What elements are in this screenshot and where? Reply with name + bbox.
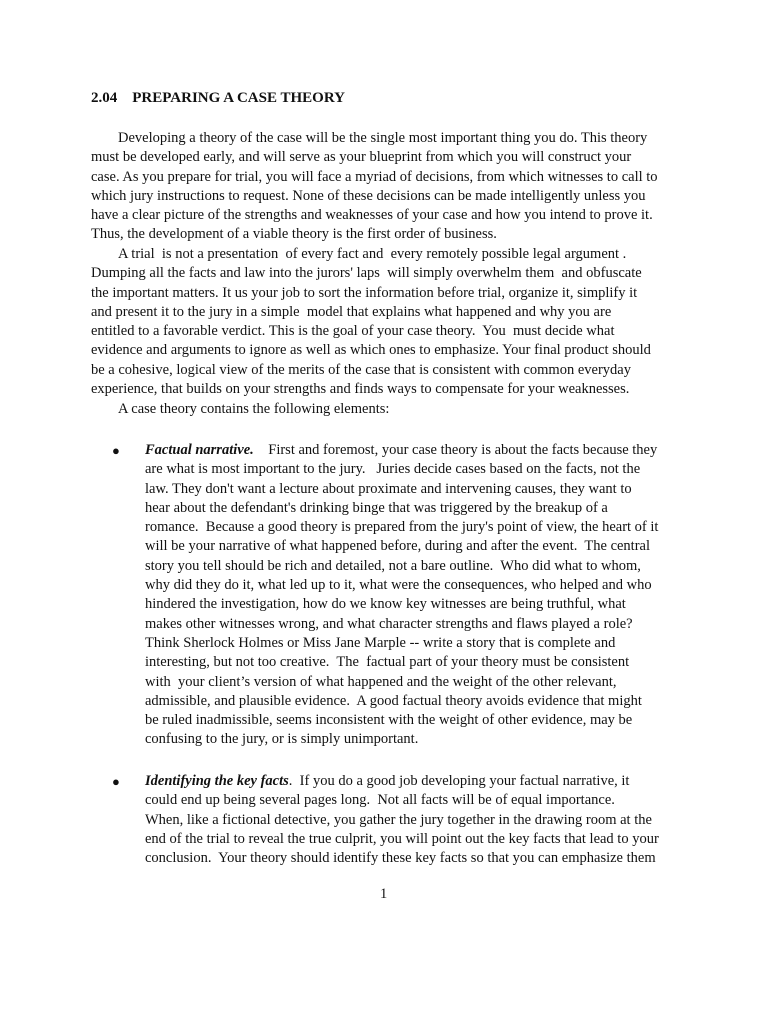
text-line: be ruled inadmissible, seems inconsistent with the weight of other evidence, may be	[145, 712, 633, 729]
text-line: A case theory contains the following elements:	[118, 401, 390, 417]
text-line: Think Sherlock Holmes or Miss Jane Marple -- write a story that is complete and	[145, 634, 616, 651]
bullet-marker: ●	[112, 774, 120, 789]
text-line: with your client’s version of what happened and the weight of the other relevant,	[145, 673, 617, 690]
bullet-first-line	[145, 441, 705, 460]
paragraph-elements-intro	[91, 400, 691, 419]
text-line: be a cohesive, logical view of the merits of the case that is consistent with common everyday	[91, 361, 631, 378]
text-line: conclusion. Your theory should identify these key facts so that you can emphasize them	[145, 850, 656, 867]
text-line: hear about the defendant's drinking binge that was triggered by the breakup of a	[145, 499, 608, 516]
text-line: romance. Because a good theory is prepared from the jury's point of view, the heart of it	[145, 519, 659, 536]
text-line: are what is most important to the jury. Juries decide cases based on the facts, not the	[145, 461, 641, 478]
bullet-first-line	[145, 772, 705, 791]
text-line: hindered the investigation, how do we know key witnesses are being truthful, what	[145, 596, 626, 613]
text-line: case. As you prepare for trial, you will face a myriad of decisions, from which witnesses to call to	[91, 168, 658, 185]
text-line: could end up being several pages long. Not all facts will be of equal importance.	[145, 792, 615, 809]
bullet-factual-narrative	[145, 441, 705, 750]
bullet-lead-rest: First and foremost, your case theory is about the facts because they	[253, 442, 658, 458]
text-line: makes other witnesses wrong, and what character strengths and flaws played a role?	[145, 615, 633, 632]
bullet-lead-rest: . If you do a good job developing your factual narrative, it	[288, 773, 630, 789]
page-number: 1	[380, 886, 388, 902]
text-line: which jury instructions to request. None of these decisions can be made intelligently unless you	[91, 187, 646, 204]
text-line: confusing to the jury, or is simply unimportant.	[145, 731, 419, 748]
text-line: entitled to a favorable verdict. This is the goal of your case theory. You must decide what	[91, 323, 615, 340]
text-line: have a clear picture of the strengths and weaknesses of your case and how you intend to prove it.	[91, 207, 653, 224]
text-line: the important matters. It us your job to sort the information before trial, organize it, simplify it	[91, 284, 638, 301]
text-line: Developing a theory of the case will be the single most important thing you do. This theory	[118, 130, 648, 146]
bullet-identifying-key-facts	[145, 772, 705, 868]
bullet-marker: ●	[112, 443, 120, 458]
text-line: must be developed early, and will serve as your blueprint from which you will construct your	[91, 149, 632, 166]
text-line: and present it to the jury in a simple model that explains what happened and why you are	[91, 303, 612, 320]
section-heading: 2.04 PREPARING A CASE THEORY	[91, 90, 345, 106]
paragraph-trial-presentation	[91, 245, 691, 399]
text-line: A trial is not a presentation of every fact and every remotely possible legal argument .	[118, 246, 627, 262]
text-line: Thus, the development of a viable theory is the first order of business.	[91, 226, 497, 243]
bullet-lead: Identifying the key facts	[145, 773, 289, 789]
paragraph-developing-theory	[91, 129, 691, 245]
text-line: Dumping all the facts and law into the jurors' laps will simply overwhelm them and obfuscate	[91, 265, 642, 282]
text-line: end of the trial to reveal the true culprit, you will point out the key facts that lead to your	[145, 830, 659, 847]
text-line: experience, that builds on your strengths and finds ways to compensate for your weaknesses.	[91, 381, 630, 398]
text-line: law. They don't want a lecture about proximate and intervening causes, they want to	[145, 480, 632, 497]
text-line: interesting, but not too creative. The factual part of your theory must be consistent	[145, 654, 630, 671]
text-line: why did they do it, what led up to it, what were the consequences, who helped and who	[145, 577, 652, 594]
text-line: evidence and arguments to ignore as well as which ones to emphasize. Your final product should	[91, 342, 651, 359]
text-line: story you tell should be rich and detailed, not a bare outline. Who did what to whom,	[145, 557, 641, 574]
text-line: admissible, and plausible evidence. A good factual theory avoids evidence that might	[145, 692, 642, 709]
text-line: will be your narrative of what happened before, during and after the event. The central	[145, 538, 651, 555]
text-line: When, like a fictional detective, you gather the jury together in the drawing room at the	[145, 811, 652, 828]
bullet-lead: Factual narrative.	[145, 442, 254, 458]
